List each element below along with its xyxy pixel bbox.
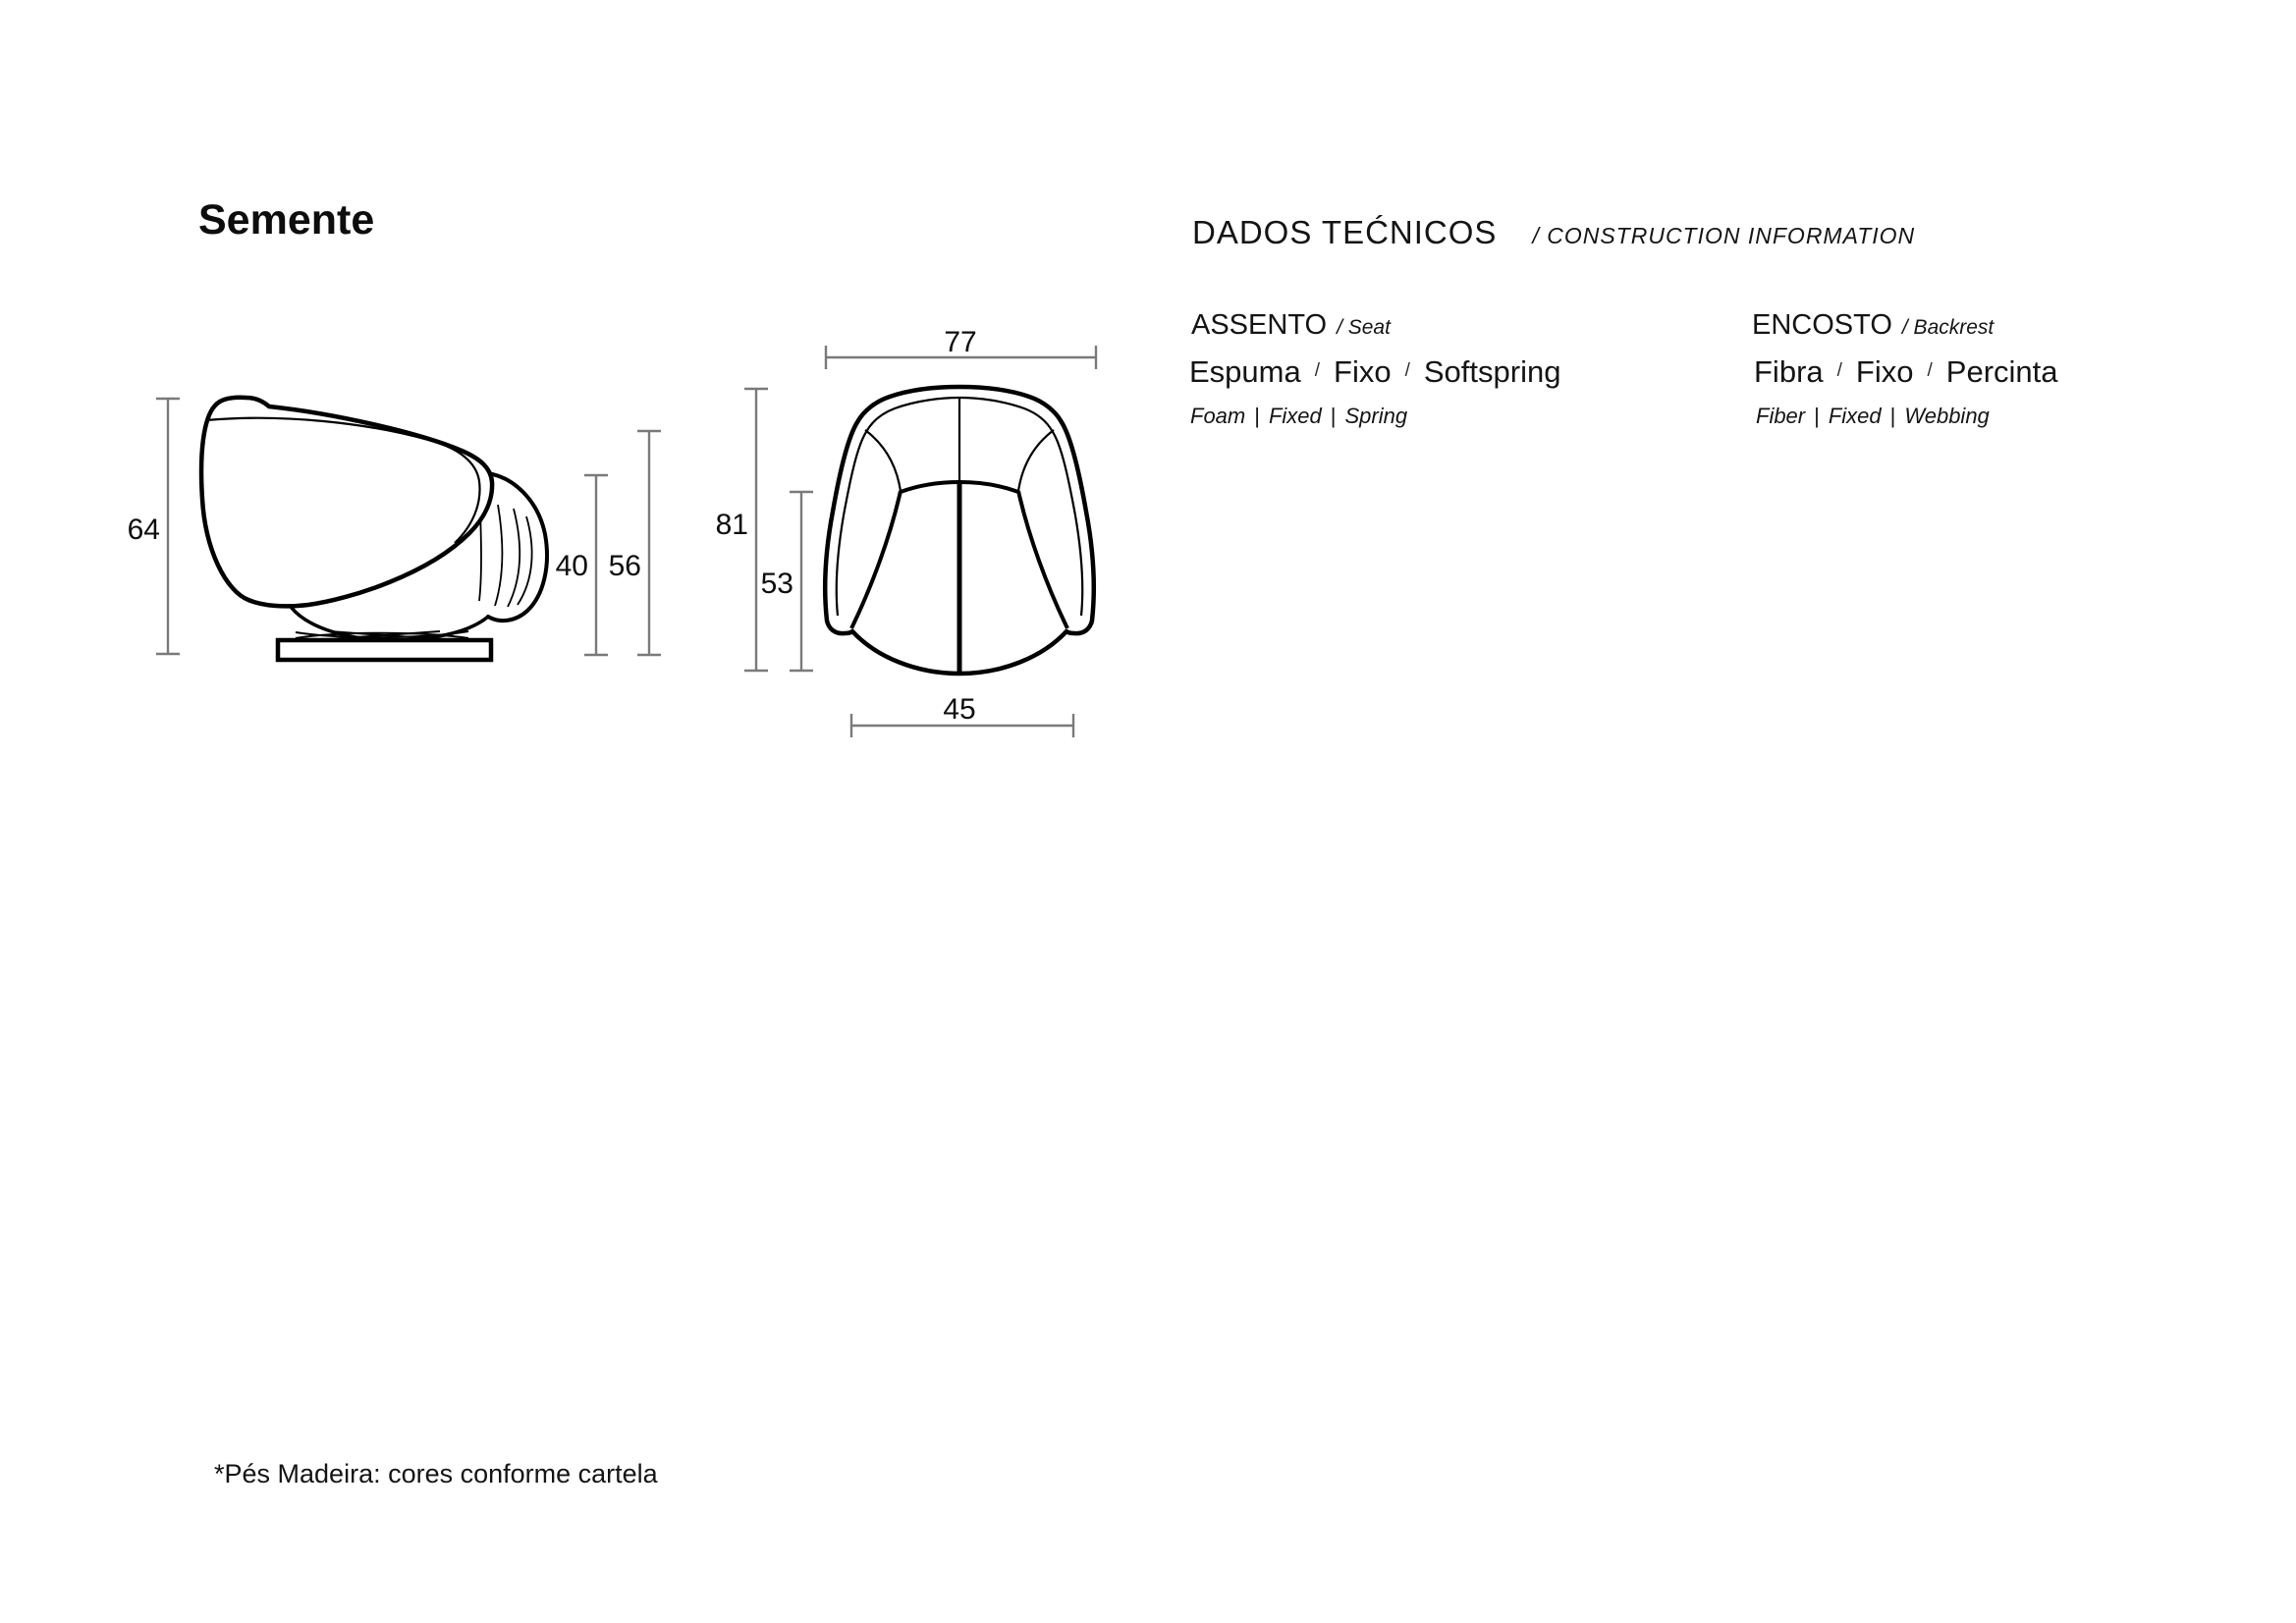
backrest-spec-pt-item: Fibra [1754, 354, 1824, 389]
dim-label-base-width: 45 [943, 693, 976, 726]
seat-spec-pt-item: Espuma [1189, 354, 1301, 389]
seat-spec-en-item: Spring [1344, 404, 1408, 428]
spec-separator: / [1836, 360, 1842, 381]
spec-separator: / [1404, 360, 1410, 381]
page-title: Semente [198, 196, 375, 243]
base-plate [278, 640, 491, 660]
spec-separator: | [1254, 404, 1260, 428]
backrest-spec-en [1756, 404, 1990, 429]
tech-data-header-pt: DADOS TEĆNICOS [1192, 214, 1498, 250]
seat-spec-pt [1189, 354, 1560, 390]
dim-label-inner-height: 53 [760, 568, 793, 600]
spec-separator: | [1814, 404, 1820, 428]
side-view-drawing [201, 398, 547, 660]
seat-title-pt: ASSENTO [1191, 309, 1328, 341]
seat-spec-en-item: Foam [1190, 404, 1246, 428]
spec-separator: | [1330, 404, 1337, 428]
seat-section-title [1191, 309, 1391, 342]
dim-label-back-cushion-height: 40 [555, 550, 588, 582]
backrest-spec-pt [1754, 354, 2058, 390]
front-view-drawing [825, 387, 1094, 674]
spec-separator: / [1927, 360, 1933, 381]
dim-label-overall-width: 77 [944, 326, 977, 358]
dim-label-side-height: 64 [127, 514, 160, 546]
back-cushion-outline [486, 473, 547, 621]
tech-data-header-en: / CONSTRUCTION INFORMATION [1532, 223, 1916, 248]
backrest-spec-pt-item: Percinta [1945, 354, 2058, 389]
seat-title-en: / Seat [1337, 316, 1391, 339]
seat-spec-en-item: Fixed [1268, 404, 1322, 428]
spec-separator: / [1314, 360, 1321, 381]
dim-label-backrest-height: 56 [608, 550, 641, 582]
backrest-section-title [1752, 309, 1994, 342]
footnote: *Pés Madeira: cores conforme cartela [214, 1459, 658, 1488]
backrest-title-en: / Backrest [1901, 316, 1995, 339]
shell-outline [201, 398, 492, 607]
seat-spec-pt-item: Softspring [1423, 354, 1561, 389]
dim-label-overall-height: 81 [715, 509, 748, 541]
backrest-spec-en-item: Webbing [1904, 404, 1990, 428]
backrest-title-pt: ENCOSTO [1752, 309, 1892, 341]
tech-data-header [1192, 214, 1915, 251]
backrest-spec-pt-item: Fixo [1855, 354, 1914, 389]
backrest-spec-en-item: Fixed [1828, 404, 1882, 428]
seat-spec-en [1190, 404, 1407, 429]
spec-separator: | [1889, 404, 1896, 428]
dim-line-56 [637, 431, 661, 655]
seat-spec-pt-item: Fixo [1334, 354, 1392, 389]
backrest-spec-en-item: Fiber [1756, 404, 1806, 428]
